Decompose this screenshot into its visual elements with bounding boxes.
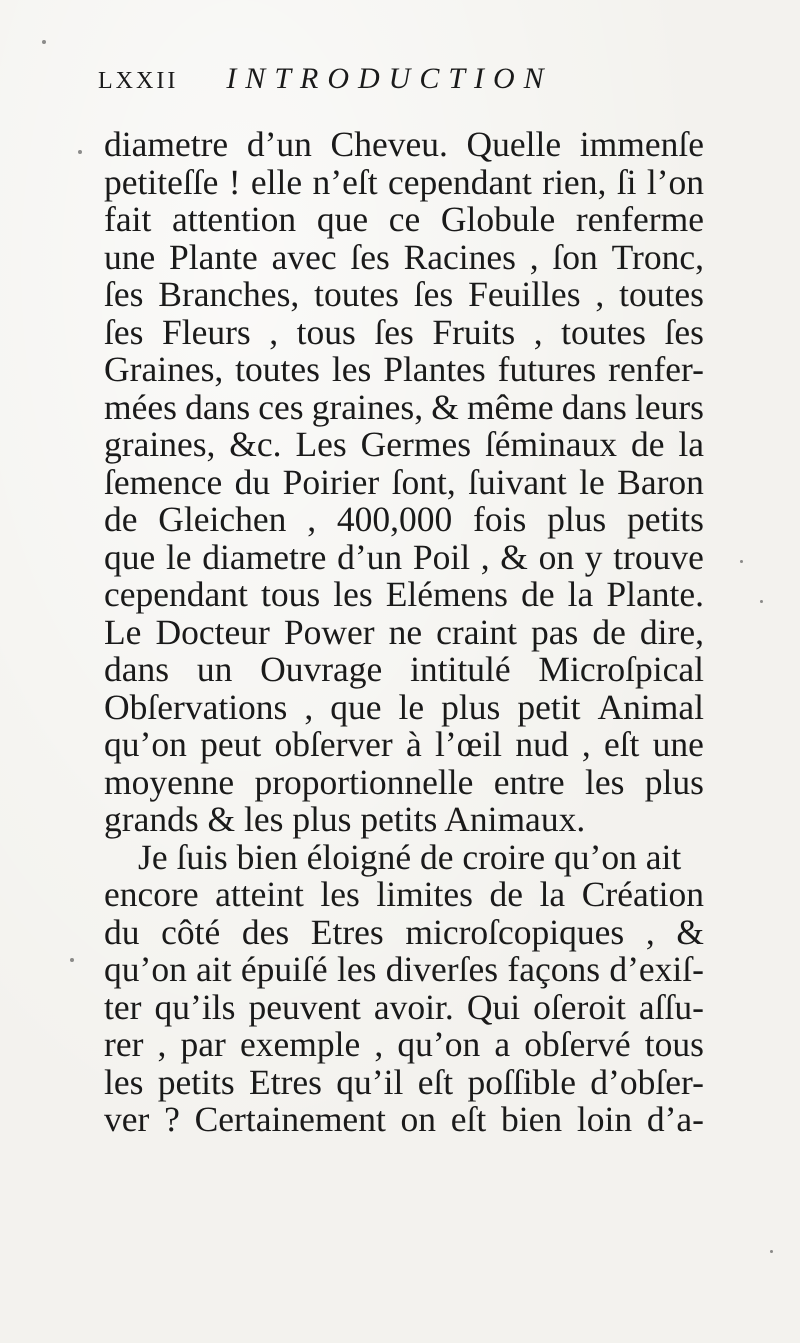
text-line-7: Graines, toutes les Plantes futures renfer- — [104, 349, 704, 389]
scan-speck — [42, 40, 46, 44]
text-line-18: moyenne proportionnelle entre les plus — [104, 761, 704, 802]
text-line-21: encore atteint les limites de la Création — [104, 874, 704, 914]
text-line-14: Le Docteur Power ne craint pas de dire, — [104, 611, 704, 652]
scan-speck — [760, 600, 763, 603]
text-line-3: fait attention que ce Globule renferme — [104, 199, 704, 239]
scan-speck — [770, 1250, 773, 1253]
text-line-23: qu’on ait épuiſé les diverſes façons d’exiſ- — [104, 949, 704, 989]
text-line-24: ter qu’ils peuvent avoir. Qui oſeroit aſſu- — [104, 986, 704, 1027]
text-line-10: ſemence du Poirier ſont, ſuivant le Baron — [104, 461, 704, 502]
text-line-1: diametre d’un Cheveu. Quelle immenſe — [104, 124, 704, 164]
text-line-12: que le diametre d’un Poil , & on y trouve — [104, 536, 704, 577]
scan-speck — [70, 958, 74, 962]
body-text — [104, 126, 704, 1139]
text-line-22: du côté des Etres microſcopiques , & — [104, 911, 704, 952]
text-line-26: les petits Etres qu’il eſt poſſible d’obſer- — [104, 1061, 704, 1102]
scan-speck — [740, 560, 743, 563]
text-line-16: Obſervations , que le plus petit Animal — [104, 686, 704, 727]
running-head: INTRODUCTION — [226, 62, 553, 95]
text-line-8: mées dans ces graines, & même dans leurs — [104, 386, 704, 427]
text-line-15: dans un Ouvrage intitulé Microſpical — [104, 649, 704, 689]
text-line-9: graines, &c. Les Germes ſéminaux de la — [104, 424, 704, 464]
page-header — [98, 62, 738, 102]
page-number: LXXII — [98, 68, 179, 94]
text-line-20: Je ſuis bien éloigné de croire qu’on ait — [138, 836, 682, 877]
text-line-5: ſes Branches, toutes ſes Feuilles , toutes — [104, 274, 704, 314]
text-line-19: grands & les plus petits Animaux. — [104, 799, 586, 839]
text-line-2: petiteſſe ! elle n’eſt cependant rien, ſi l’on — [104, 161, 704, 202]
text-line-4: une Plante avec ſes Racines , ſon Tronc, — [104, 236, 704, 277]
text-line-17: qu’on peut obſerver à l’œil nud , eſt une — [104, 724, 704, 764]
scan-speck — [78, 150, 82, 154]
text-line-27: ver ? Certainement on eſt bien loin d’a- — [104, 1099, 704, 1139]
text-line-11: de Gleichen , 400,000 fois plus petits — [104, 499, 704, 539]
text-line-13: cependant tous les Elémens de la Plante. — [104, 574, 704, 614]
text-line-6: ſes Fleurs , tous ſes Fruits , toutes ſes — [104, 311, 704, 352]
text-line-25: rer , par exemple , qu’on a obſervé tous — [104, 1024, 704, 1064]
